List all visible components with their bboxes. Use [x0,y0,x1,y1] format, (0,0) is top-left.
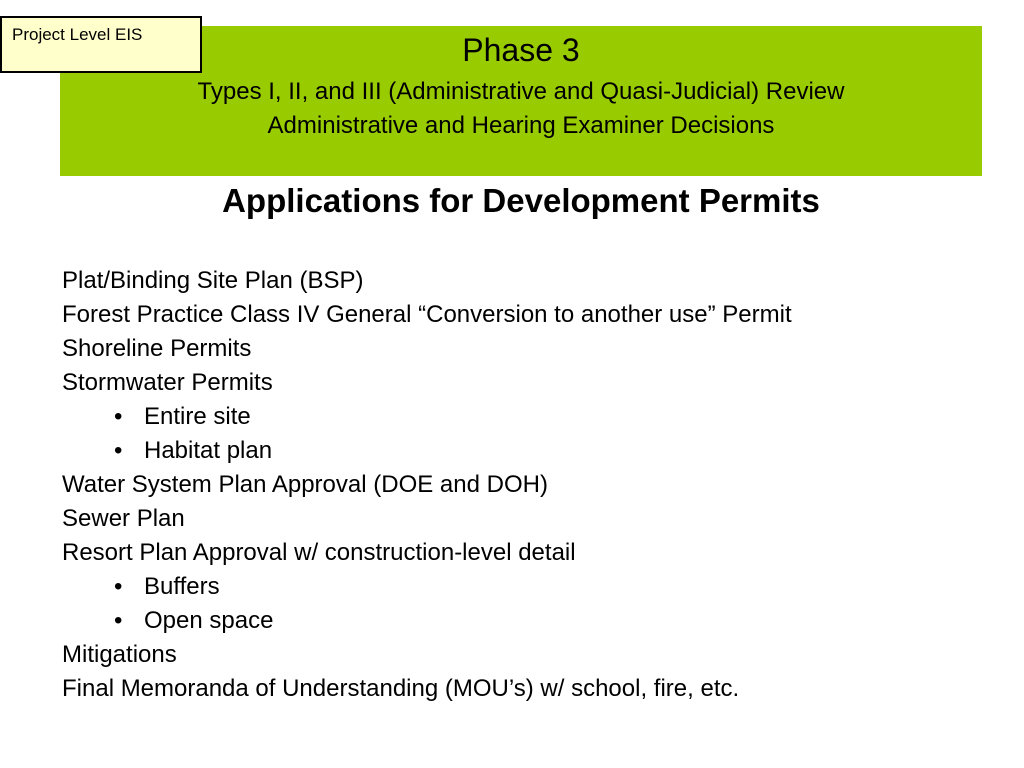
list-item [62,502,1012,536]
list-item-text: Shoreline Permits [62,335,252,362]
project-level-tag: Project Level EIS [0,16,202,73]
list-item [62,366,1012,400]
list-item-text: Resort Plan Approval w/ construction-level detail [62,539,576,566]
permit-list [62,264,1012,706]
list-item-text: Water System Plan Approval (DOE and DOH) [62,471,548,498]
sub-list-item [62,434,1012,468]
phase-title: Phase 3 [462,32,580,68]
list-item-text: Mitigations [62,641,177,668]
list-item-text: Stormwater Permits [62,369,273,396]
bullet-icon: • [114,607,123,634]
list-item-text: Forest Practice Class IV General “Conversion to another use” Permit [62,301,792,328]
bullet-icon: • [114,403,123,430]
list-item-text: Entire site [144,403,251,430]
bullet-icon: • [114,437,123,464]
list-item-text: Final Memoranda of Understanding (MOU’s) w/ school, fire, etc. [62,675,740,702]
list-item-text: Open space [144,607,274,634]
list-item-text: Buffers [144,573,220,600]
phase-subtitle-types: Types I, II, and III (Administrative and Quasi-Judicial) Review [197,78,845,105]
list-item-text: Plat/Binding Site Plan (BSP) [62,267,364,294]
sub-list-item [62,400,1012,434]
list-item [62,332,1012,366]
phase-subtitle-decisions: Administrative and Hearing Examiner Decisions [267,112,775,139]
list-item-text: Habitat plan [144,437,273,464]
list-item [62,264,1012,298]
bullet-icon: • [114,573,123,600]
list-item [62,298,1012,332]
list-item [62,468,1012,502]
list-item-text: Sewer Plan [62,505,185,532]
sub-list-item [62,570,1012,604]
list-item [62,672,1012,706]
list-item [62,638,1012,672]
sub-list-item [62,604,1012,638]
section-heading: Applications for Development Permits [222,182,820,219]
list-item [62,536,1012,570]
